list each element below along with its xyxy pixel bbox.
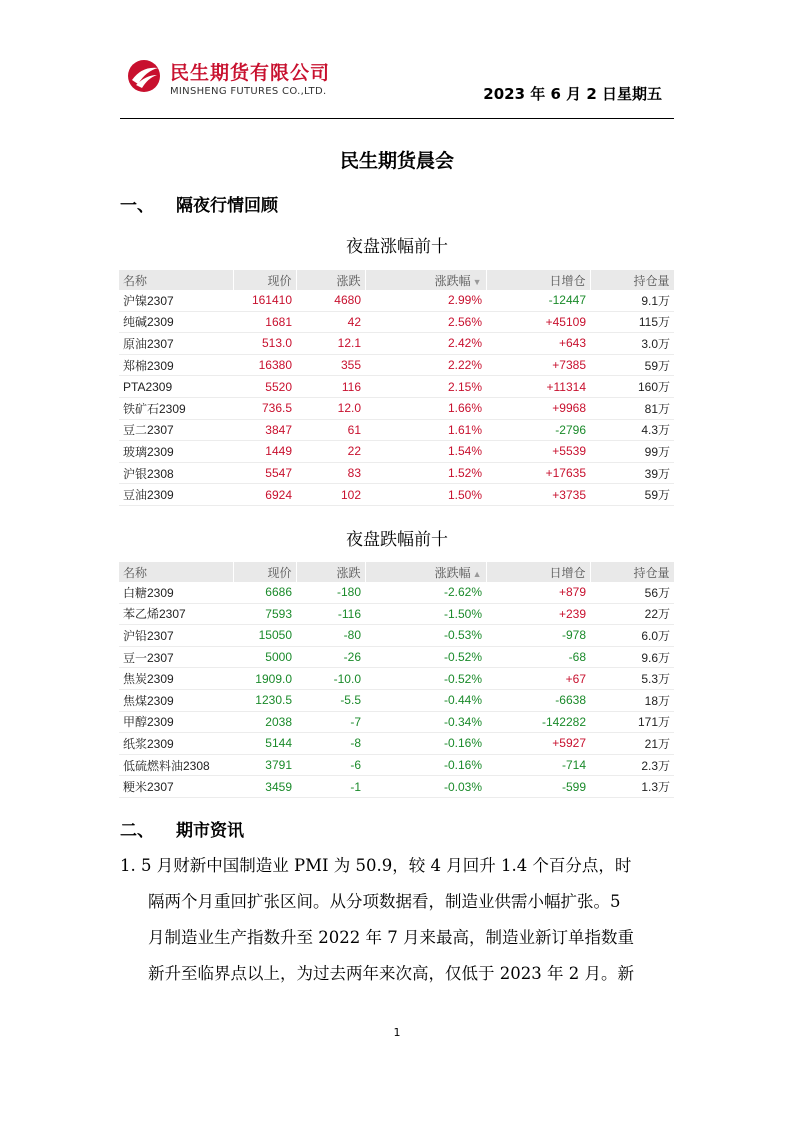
cell-price: 6686 [233,582,296,603]
company-name-cn: 民生期货有限公司 [170,62,331,84]
cell-oi-change: +879 [486,582,590,603]
cell-pct: -0.16% [365,754,486,776]
cell-oi: 18万 [590,689,674,711]
cell-pct: -0.52% [365,646,486,668]
cell-pct: 2.15% [365,376,486,398]
cell-change: 12.0 [296,397,365,419]
table-row[interactable] [119,582,674,603]
table-row[interactable] [119,484,674,506]
cell-price: 161410 [233,290,296,311]
cell-price: 1909.0 [233,668,296,690]
cell-change: -1 [296,776,365,798]
cell-change: 42 [296,311,365,333]
document-title: 民生期货晨会 [339,150,454,172]
table-row[interactable] [119,376,674,398]
cell-pct: 1.54% [365,441,486,463]
cell-name: 纯碱2309 [119,311,233,333]
cell-change: -5.5 [296,689,365,711]
losers-caption: 夜盘跌幅前十 [346,530,448,550]
cell-price: 2038 [233,711,296,733]
cell-price: 6924 [233,484,296,506]
cell-price: 15050 [233,625,296,647]
cell-oi: 5.3万 [590,668,674,690]
cell-oi-change: +45109 [486,311,590,333]
cell-change: -180 [296,582,365,603]
cell-oi: 21万 [590,733,674,755]
cell-pct: -0.16% [365,733,486,755]
cell-change: -116 [296,603,365,625]
sort-desc-icon: ▼ [472,276,482,287]
gainers-table [119,270,675,506]
cell-oi-change: -6638 [486,689,590,711]
cell-price: 736.5 [233,397,296,419]
cell-oi: 56万 [590,582,674,603]
gainers-caption: 夜盘涨幅前十 [346,237,448,257]
cell-oi-change: +67 [486,668,590,690]
cell-pct: 1.52% [365,462,486,484]
cell-name: 沪镍2307 [119,290,233,311]
cell-oi: 171万 [590,711,674,733]
cell-name: 豆一2307 [119,646,233,668]
cell-oi: 3.0万 [590,333,674,355]
cell-change: 102 [296,484,365,506]
cell-oi: 59万 [590,484,674,506]
table-row[interactable] [119,462,674,484]
cell-pct: 2.42% [365,333,486,355]
cell-name: 沪银2308 [119,462,233,484]
cell-change: -7 [296,711,365,733]
losers-table [119,562,675,798]
cell-price: 3791 [233,754,296,776]
cell-pct: 2.99% [365,290,486,311]
cell-oi: 59万 [590,354,674,376]
news-line: 新升至临界点以上，为过去两年来次高，仅低于 2023 年 2 月。新 [148,964,634,983]
cell-pct: -0.34% [365,711,486,733]
table-row[interactable] [119,646,674,668]
cell-change: -26 [296,646,365,668]
cell-oi-change: +17635 [486,462,590,484]
cell-name: 沪铅2307 [119,625,233,647]
cell-oi: 99万 [590,441,674,463]
cell-oi: 115万 [590,311,674,333]
section-title: 隔夜行情回顾 [176,196,278,216]
minsheng-logo-icon [126,58,162,94]
cell-name: 低硫燃料油2308 [119,754,233,776]
cell-oi: 2.3万 [590,754,674,776]
col-header-change[interactable]: 涨跌 [296,270,365,290]
table-row[interactable] [119,668,674,690]
cell-oi: 81万 [590,397,674,419]
table-row[interactable] [119,689,674,711]
cell-pct: -2.62% [365,582,486,603]
cell-pct: -0.03% [365,776,486,798]
table-row[interactable] [119,733,674,755]
cell-oi-change: +643 [486,333,590,355]
cell-change: 61 [296,419,365,441]
cell-name: 豆二2307 [119,419,233,441]
cell-name: 铁矿石2309 [119,397,233,419]
cell-oi: 6.0万 [590,625,674,647]
table-row[interactable] [119,333,674,355]
cell-name: 郑棉2309 [119,354,233,376]
col-header-name[interactable]: 名称 [119,562,233,582]
cell-change: 116 [296,376,365,398]
table-row[interactable] [119,754,674,776]
cell-pct: -0.53% [365,625,486,647]
cell-oi-change: +7385 [486,354,590,376]
cell-oi: 9.1万 [590,290,674,311]
cell-pct: 2.22% [365,354,486,376]
cell-name: 豆油2309 [119,484,233,506]
col-header-oi[interactable]: 持仓量 [590,562,674,582]
table-row[interactable] [119,311,674,333]
page-header [120,50,674,118]
company-name-en: MINSHENG FUTURES CO.,LTD. [170,86,327,97]
section-title: 期市资讯 [176,821,244,841]
news-line: 月制造业生产指数升至 2022 年 7 月来最高，制造业新订单指数重 [148,928,634,947]
sort-asc-icon: ▲ [472,568,482,579]
section-heading-1 [120,191,278,216]
cell-change: -6 [296,754,365,776]
cell-oi: 22万 [590,603,674,625]
cell-name: PTA2309 [119,376,233,398]
table-row[interactable] [119,625,674,647]
news-line: 1. 5 月财新中国制造业 PMI 为 50.9，较 4 月回升 1.4 个百分点，时 [120,856,632,875]
col-header-name[interactable]: 名称 [119,270,233,290]
cell-name: 玻璃2309 [119,441,233,463]
col-header-price[interactable]: 现价 [233,562,296,582]
table-row[interactable] [119,776,674,798]
cell-oi: 160万 [590,376,674,398]
cell-change: -8 [296,733,365,755]
cell-oi-change: -599 [486,776,590,798]
table-row[interactable] [119,603,674,625]
cell-oi: 39万 [590,462,674,484]
cell-change: 4680 [296,290,365,311]
table-row[interactable] [119,441,674,463]
cell-oi-change: +5927 [486,733,590,755]
cell-oi-change: +5539 [486,441,590,463]
cell-oi-change: -2796 [486,419,590,441]
news-paragraph [120,848,676,992]
table-header-row [119,270,674,290]
cell-oi-change: -68 [486,646,590,668]
cell-price: 5000 [233,646,296,668]
cell-name: 焦炭2309 [119,668,233,690]
cell-name: 焦煤2309 [119,689,233,711]
col-header-pct[interactable] [365,270,486,290]
cell-price: 5547 [233,462,296,484]
cell-price: 1449 [233,441,296,463]
cell-change: 83 [296,462,365,484]
cell-oi-change: -142282 [486,711,590,733]
cell-price: 7593 [233,603,296,625]
col-header-price[interactable]: 现价 [233,270,296,290]
cell-change: 355 [296,354,365,376]
cell-change: -80 [296,625,365,647]
cell-name: 甲醇2309 [119,711,233,733]
cell-price: 3847 [233,419,296,441]
table-row[interactable] [119,354,674,376]
cell-pct: 2.56% [365,311,486,333]
table-row[interactable] [119,290,674,311]
section-heading-2 [120,816,244,841]
col-header-oi-change[interactable]: 日增仓 [486,270,590,290]
cell-name: 粳米2307 [119,776,233,798]
cell-price: 513.0 [233,333,296,355]
cell-oi-change: +11314 [486,376,590,398]
cell-price: 5144 [233,733,296,755]
col-header-oi-change[interactable]: 日增仓 [486,562,590,582]
section-number: 一、 [120,196,154,216]
cell-oi-change: -12447 [486,290,590,311]
col-header-pct-label: 涨跌幅 [434,565,471,580]
cell-oi-change: -978 [486,625,590,647]
table-row[interactable] [119,397,674,419]
cell-pct: -0.52% [365,668,486,690]
col-header-oi[interactable]: 持仓量 [590,270,674,290]
cell-pct: 1.61% [365,419,486,441]
cell-oi: 9.6万 [590,646,674,668]
cell-pct: 1.50% [365,484,486,506]
col-header-pct[interactable] [365,562,486,582]
cell-pct: -1.50% [365,603,486,625]
cell-price: 3459 [233,776,296,798]
cell-name: 白糖2309 [119,582,233,603]
page-number: 1 [393,1026,401,1039]
table-header-row [119,562,674,582]
header-divider [120,118,674,119]
cell-oi-change: -714 [486,754,590,776]
cell-price: 1230.5 [233,689,296,711]
cell-name: 原油2307 [119,333,233,355]
cell-oi-change: +9968 [486,397,590,419]
cell-oi: 4.3万 [590,419,674,441]
cell-oi-change: +239 [486,603,590,625]
cell-name: 纸浆2309 [119,733,233,755]
table-row[interactable] [119,419,674,441]
cell-price: 16380 [233,354,296,376]
cell-pct: 1.66% [365,397,486,419]
table-row[interactable] [119,711,674,733]
section-number: 二、 [120,821,154,841]
news-line: 隔两个月重回扩张区间。从分项数据看，制造业供需小幅扩张。5 [148,892,621,911]
cell-oi: 1.3万 [590,776,674,798]
cell-change: -10.0 [296,668,365,690]
report-date: 2023 年 6 月 2 日星期五 [483,85,662,103]
cell-price: 5520 [233,376,296,398]
cell-name: 苯乙烯2307 [119,603,233,625]
company-logo [126,58,366,104]
cell-price: 1681 [233,311,296,333]
cell-oi-change: +3735 [486,484,590,506]
cell-pct: -0.44% [365,689,486,711]
cell-change: 12.1 [296,333,365,355]
col-header-pct-label: 涨跌幅 [434,273,471,288]
col-header-change[interactable]: 涨跌 [296,562,365,582]
cell-change: 22 [296,441,365,463]
